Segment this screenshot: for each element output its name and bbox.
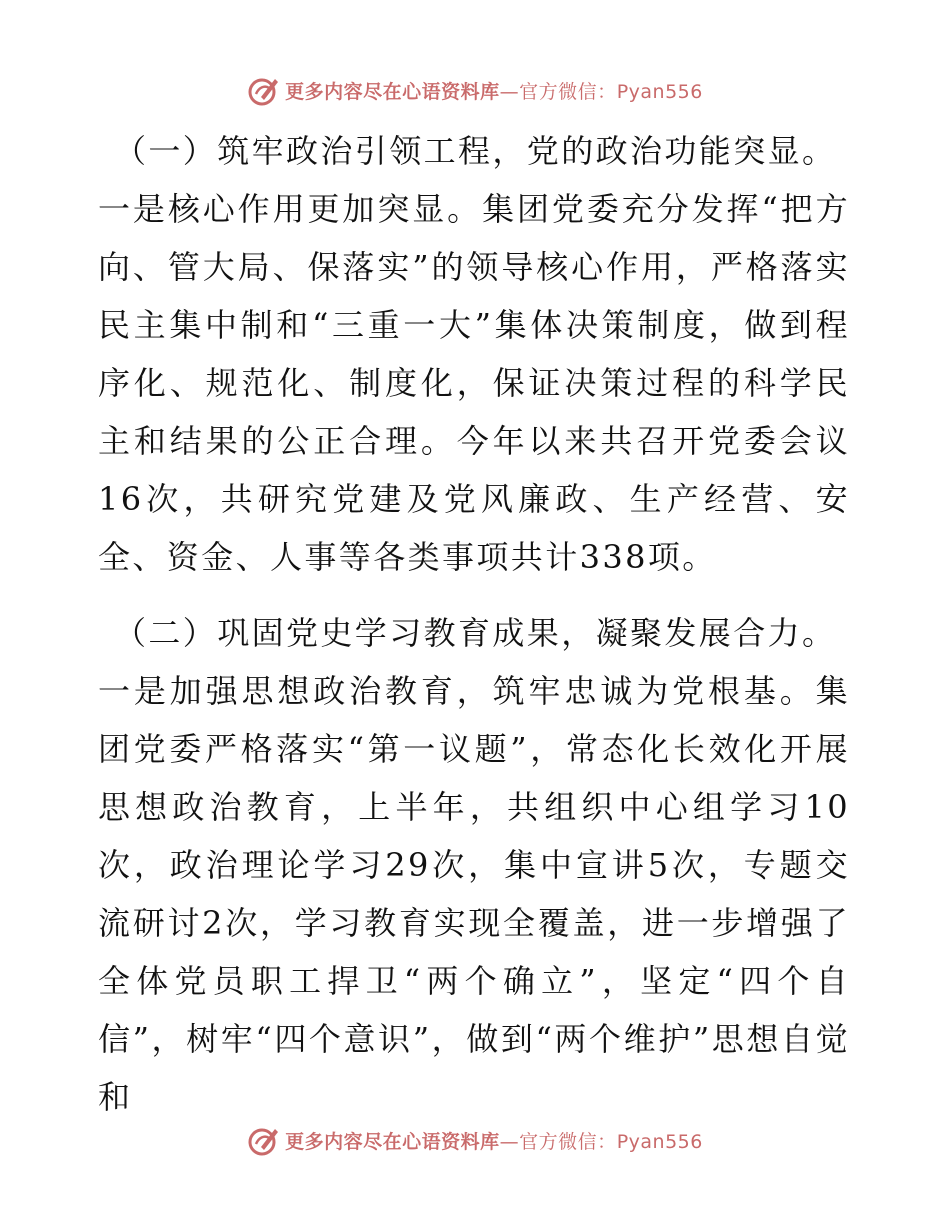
section-2	[98, 604, 850, 1126]
section-1	[98, 122, 850, 586]
brand-logo-icon	[247, 73, 281, 107]
section-paragraph: 一是加强思想政治教育，筑牢忠诚为党根基。集团党委严格落实“第一议题”，常态化长效化开展思想政治教育，上半年，共组织中心组学习10次，政治理论学习29次，集中宣讲5次，专题交流研讨2次，学习教育实现全覆盖，进一步增强了全体党员职工捍卫“两个确立”，坚定“四个自信”，树牢“四个意识”，做到“两个维护”思想自觉和	[98, 672, 850, 1116]
banner-brand: 更多内容尽在心语资料库	[285, 1130, 500, 1153]
section-heading: （一）筑牢政治引领工程，党的政治功能突显。	[114, 132, 837, 170]
banner-text	[285, 77, 703, 104]
header-banner	[0, 70, 950, 110]
banner-dash: —	[499, 80, 520, 103]
document-body	[98, 122, 850, 1126]
banner-account: Pyan556	[616, 80, 703, 103]
banner-text	[285, 1127, 703, 1154]
banner-account: Pyan556	[616, 1130, 703, 1153]
brand-logo-icon	[247, 1123, 281, 1157]
banner-dash: —	[499, 1130, 520, 1153]
banner-brand: 更多内容尽在心语资料库	[285, 80, 500, 103]
section-heading: （二）巩固党史学习教育成果，凝聚发展合力。	[114, 614, 837, 652]
footer-banner	[0, 1120, 950, 1160]
banner-wechat-label: 官方微信：	[519, 80, 617, 103]
banner-wechat-label: 官方微信：	[519, 1130, 617, 1153]
section-paragraph: 一是核心作用更加突显。集团党委充分发挥“把方向、管大局、保落实”的领导核心作用，严格落实民主集中制和“三重一大”集体决策制度，做到程序化、规范化、制度化，保证决策过程的科学民主和结果的公正合理。今年以来共召开党委会议16次，共研究党建及党风廉政、生产经营、安全、资金、人事等各类事项共计338项。	[98, 190, 850, 576]
